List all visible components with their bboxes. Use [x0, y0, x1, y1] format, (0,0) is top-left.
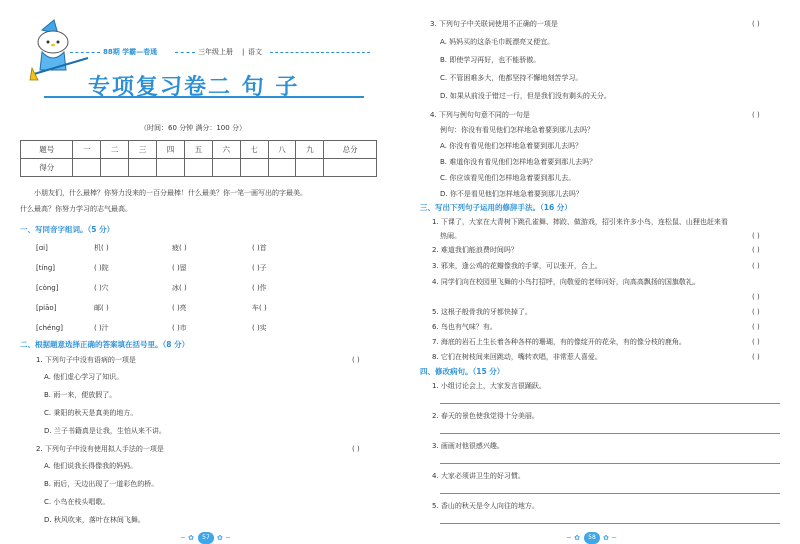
header-dash-mid — [175, 52, 195, 53]
sick-sentence: 4. 大家必须讲卫生的好习惯。 — [432, 472, 525, 480]
option-text[interactable]: D. 兰子书籍真是让我，生怕从来不讲。 — [44, 427, 166, 435]
score-entry[interactable] — [212, 159, 240, 177]
score-table-score-row — [21, 159, 377, 177]
section-1-title: 一、写同音字组词。（5 分） — [20, 225, 115, 234]
subject-divider: | — [242, 48, 245, 56]
page-number-badge: 57 — [198, 532, 214, 544]
answer-paren[interactable]: ( ) — [752, 308, 760, 316]
score-entry[interactable] — [157, 159, 185, 177]
answer-paren[interactable]: ( ) — [752, 293, 760, 301]
option-text[interactable]: B. 即使学习再好，也不能骄傲。 — [440, 56, 541, 64]
pinyin-label: [ɑi] — [36, 244, 48, 252]
blank-item[interactable]: ( )子 — [252, 264, 267, 272]
title-underline — [44, 96, 364, 98]
option-text[interactable]: D. 如果从前没于错过一行，但是我们没有剩头的天分。 — [440, 92, 611, 100]
score-cell: 一 — [73, 141, 101, 159]
score-entry[interactable] — [73, 159, 101, 177]
blank-item[interactable]: 邮( ) — [94, 304, 109, 312]
option-text[interactable]: C. 秉阳的秋天是真美的地方。 — [44, 409, 138, 417]
blank-item[interactable]: ( )首 — [252, 244, 267, 252]
page-number-badge: 58 — [584, 532, 600, 544]
score-table — [20, 140, 377, 177]
answer-paren[interactable]: ( ) — [752, 353, 760, 361]
sentence-item: 7. 海底的岩石上生长着各种各样的珊瑚，有的像绽开的花朵，有的像分枝的鹿角。 — [432, 338, 686, 346]
brand-label: 88期 学霸—卷通 — [103, 48, 158, 56]
blank-item[interactable]: 机( ) — [94, 244, 109, 252]
sentence-item: 2. 难道我们能浪费时间吗？ — [432, 246, 518, 254]
answer-line[interactable] — [440, 523, 780, 524]
blank-item[interactable]: 疲( ) — [172, 244, 187, 252]
time-score-line: （时间：60 分钟 满分：100 分） — [140, 124, 246, 132]
answer-line[interactable] — [440, 463, 780, 464]
pinyin-label: [chéng] — [36, 324, 63, 332]
sick-sentence: 5. 香山的秋天是令人向往的地方。 — [432, 502, 539, 510]
option-text[interactable]: A. 他们虚心学习了知识。 — [44, 373, 124, 381]
option-text[interactable]: A. 你没有看见他们怎样地急着要到那儿去吗？ — [440, 142, 583, 150]
footer-ornament-right: ✿ ~ — [603, 534, 617, 542]
blank-item[interactable]: ( )穴 — [94, 284, 109, 292]
score-cell: 五 — [184, 141, 212, 159]
question-stem: 2. 下列句子中没有使用拟人手法的一项是 — [36, 445, 164, 453]
blank-item[interactable]: ( )市 — [172, 324, 187, 332]
option-text[interactable]: C. 你应该看见他们怎样地急着要到那儿去。 — [440, 174, 576, 182]
section-3-title: 三、写出下列句子运用的修辞手法。（16 分） — [420, 203, 572, 212]
sick-sentence: 2. 春天的景色使我觉得十分美丽。 — [432, 412, 539, 420]
answer-line[interactable] — [440, 493, 780, 494]
intro-line-2: 什么最高？你努力学习的志气最高。 — [20, 205, 132, 213]
score-cell: 三 — [129, 141, 157, 159]
score-cell: 六 — [212, 141, 240, 159]
blank-item[interactable]: ( )亮 — [172, 304, 187, 312]
score-entry[interactable] — [101, 159, 129, 177]
blank-item[interactable]: ( )汁 — [94, 324, 109, 332]
blank-item[interactable]: 冰( ) — [172, 284, 187, 292]
sentence-item-cont: 热闹。 — [440, 232, 461, 240]
option-text[interactable]: B. 难道你没有看见他们怎样地急着要到那儿去吗？ — [440, 158, 597, 166]
option-text[interactable]: D. 秋风吹来，落叶在林间飞舞。 — [44, 516, 145, 524]
score-entry[interactable] — [240, 159, 268, 177]
sentence-item: 6. 鸟也有气味？有。 — [432, 323, 497, 331]
example-sentence: 例句：你没有看见他们怎样地急着要到那儿去吗？ — [440, 126, 594, 134]
score-cell: 九 — [296, 141, 324, 159]
grade-label: 三年级上册 — [198, 48, 233, 56]
sentence-item: 1. 下课了，大家在大青树下跳孔雀舞、摔跤、做游戏，招引来许多小鸟，连松鼠、山狸也赶来看 — [432, 218, 728, 226]
score-cell: 题号 — [21, 141, 73, 159]
score-entry[interactable] — [129, 159, 157, 177]
question-stem: 4. 下列与例句句意不同的一句是 — [430, 111, 530, 119]
score-cell: 四 — [157, 141, 185, 159]
header-dash-left — [70, 52, 100, 53]
section-4-title: 四、修改病句。（15 分） — [420, 367, 505, 376]
hello-kitty-wizard-illustration — [28, 18, 92, 90]
question-stem: 3. 下列句子中关联词使用不正确的一项是 — [430, 20, 558, 28]
pinyin-label: [còng] — [36, 284, 59, 292]
option-text[interactable]: B. 雨后，天边出现了一道彩色的桥。 — [44, 480, 159, 488]
question-stem: 1. 下列句子中没有语病的一项是 — [36, 356, 136, 364]
sentence-item: 4. 同学们向在校园里飞舞的小鸟打招呼，向敬爱的老师问好，向高高飘扬的国旗敬礼。 — [432, 278, 700, 286]
option-text[interactable]: C. 小鸟在枝头唱歌。 — [44, 498, 110, 506]
option-text[interactable]: D. 你不是看见他们怎样地急着要到那儿去吗？ — [440, 190, 583, 198]
page-title: 专项复习卷二 句 子 — [88, 75, 300, 100]
answer-paren[interactable]: ( ) — [752, 323, 760, 331]
answer-paren[interactable]: ( ) — [752, 20, 760, 28]
footer-ornament-left: ~ ✿ — [180, 534, 194, 542]
score-entry[interactable] — [268, 159, 296, 177]
subject-label: 语文 — [248, 48, 262, 56]
option-text[interactable]: A. 妈妈买的这条毛巾既漂亮又便宜。 — [440, 38, 555, 46]
sentence-item: 8. 它们在树枝间来回跳动，嘴转欢唱，非常惹人喜爱。 — [432, 353, 602, 361]
blank-item[interactable]: ( )作 — [252, 284, 267, 292]
pinyin-label: [piāo] — [36, 304, 57, 312]
answer-paren[interactable]: ( ) — [752, 262, 760, 270]
sick-sentence: 1. 小组讨论会上，大家发言很踊跃。 — [432, 382, 546, 390]
score-cell: 八 — [268, 141, 296, 159]
footer-ornament-left: ~ ✿ — [566, 534, 580, 542]
answer-line[interactable] — [440, 433, 780, 434]
blank-item[interactable]: 车( ) — [252, 304, 267, 312]
header-dash-right — [270, 52, 370, 53]
section-2-title: 二、根据题意选择正确的答案填在括号里。（8 分） — [20, 340, 190, 349]
option-text[interactable]: A. 他们说我长得像我的妈妈。 — [44, 462, 138, 470]
sick-sentence: 3. 画画对他很感兴趣。 — [432, 442, 504, 450]
score-table-header-row — [21, 141, 377, 159]
option-text[interactable]: B. 雨一来，便放假了。 — [44, 391, 117, 399]
sentence-item: 3. 邪来，逢公鸡的花瓣像我的手掌，可以张开，合上。 — [432, 262, 602, 270]
option-text[interactable]: C. 不管困难多大，他都坚持不懈地刻苦学习。 — [440, 74, 583, 82]
score-cell: 七 — [240, 141, 268, 159]
footer-ornament-right: ✿ ~ — [217, 534, 231, 542]
answer-paren[interactable]: ( ) — [352, 356, 360, 364]
blank-item[interactable]: ( )留 — [172, 264, 187, 272]
sentence-item: 5. 这根子般骨我的牙都快掉了。 — [432, 308, 532, 316]
score-cell: 总分 — [324, 141, 377, 159]
score-entry[interactable] — [324, 159, 377, 177]
answer-paren[interactable]: ( ) — [752, 246, 760, 254]
answer-paren[interactable]: ( ) — [752, 338, 760, 346]
blank-item[interactable]: ( )院 — [94, 264, 109, 272]
intro-line-1: 小朋友们，什么最棒？你努力没来的一百分最棒！什么最美？你一笔一画写出的字最美。 — [34, 189, 307, 197]
answer-line[interactable] — [440, 403, 780, 404]
score-entry[interactable] — [184, 159, 212, 177]
score-entry[interactable] — [296, 159, 324, 177]
score-cell: 得分 — [21, 159, 73, 177]
answer-paren[interactable]: ( ) — [752, 232, 760, 240]
score-cell: 二 — [101, 141, 129, 159]
blank-item[interactable]: ( )实 — [252, 324, 267, 332]
pinyin-label: [tíng] — [36, 264, 56, 272]
answer-paren[interactable]: ( ) — [752, 111, 760, 119]
answer-paren[interactable]: ( ) — [352, 445, 360, 453]
